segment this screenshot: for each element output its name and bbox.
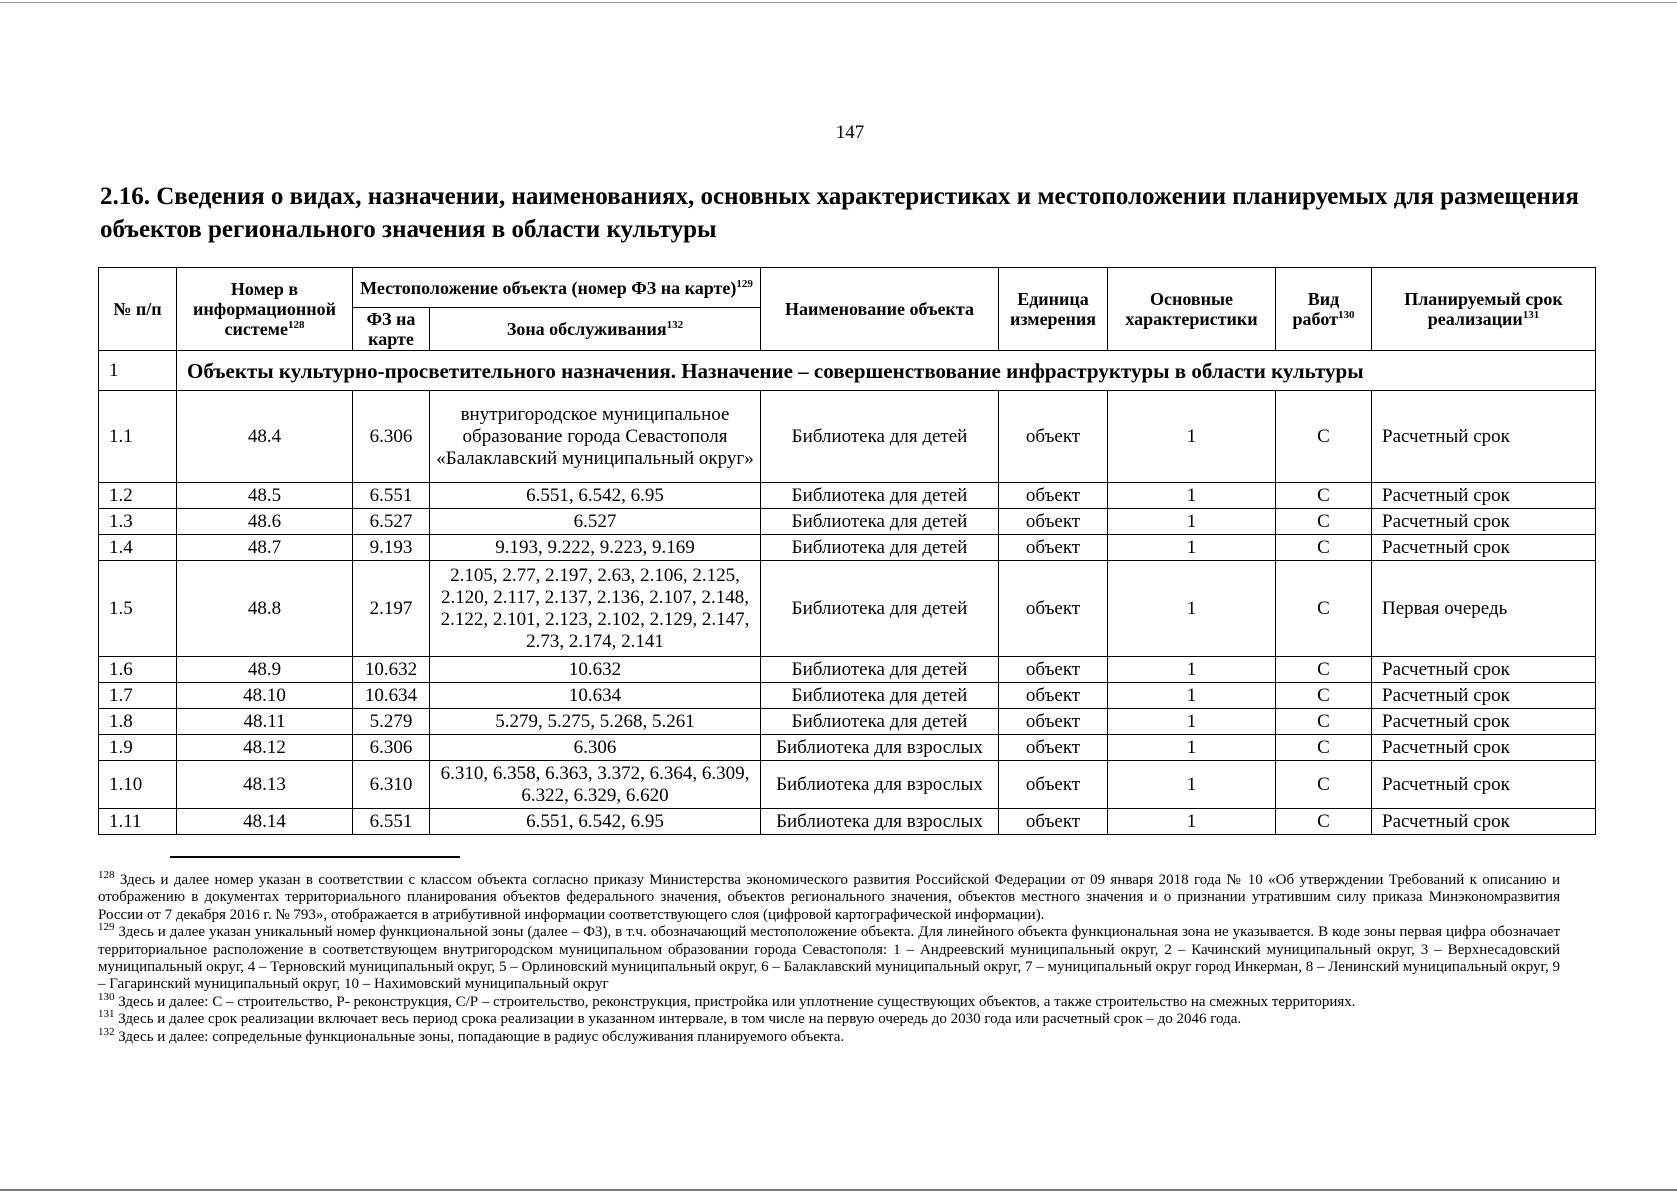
cell-characteristics: 1 [1108, 761, 1276, 809]
cell-name: Библиотека для детей [761, 483, 999, 509]
cell-sys-num: 48.5 [177, 483, 353, 509]
header-unit: Единица измерения [999, 268, 1108, 351]
footnote-marker: 130 [98, 990, 115, 1003]
objects-table [98, 267, 1596, 835]
header-row-top [99, 268, 1596, 308]
section-title: 2.16. Сведения о видах, назначении, наименованиях, основных характеристиках и местоположении планируемых для размещения объектов регионального значения в области культуры [100, 183, 1579, 243]
cell-work-type: С [1276, 709, 1372, 735]
header-term: Планируемый срок реализации$^{131}$ [1372, 268, 1596, 351]
header-fz-on-map: ФЗ на карте [353, 308, 430, 351]
cell-zone: 10.632 [430, 657, 761, 683]
page-number: 147 [835, 122, 865, 143]
cell-zone: 5.279, 5.275, 5.268, 5.261 [430, 709, 761, 735]
cell-zone: 6.306 [430, 735, 761, 761]
footnote-text: Здесь и далее: сопредельные функциональные зоны, попадающие в радиус обслуживания планируемого объекта. [114, 1028, 845, 1045]
footnote-text: Здесь и далее номер указан в соответствии с классом объекта согласно приказу Министерства экономического развития Российской Федерации от 09 января 2018 года № 10 «Об утверждении Требований к описанию и отображению в документах территориального планирования объектов федерального значения, объектов регионального значения, объектов местного значения и о признании утратившим силу приказа Минэкономразвития России от 7 декабря 2016 г. № 793», отображается в атрибутивной информации соответствующего слоя (цифровой картографической информации). [98, 872, 1560, 923]
cell-sys-num: 48.9 [177, 657, 353, 683]
cell-sys-num: 48.8 [177, 561, 353, 657]
table-row [99, 535, 1596, 561]
footnote-divider [170, 856, 460, 858]
scan-edge-top [0, 2, 1677, 3]
cell-unit: объект [999, 535, 1108, 561]
cell-num: 1.9 [99, 735, 177, 761]
cell-fz: 6.551 [353, 809, 430, 835]
footnote-text: Здесь и далее: С – строительство, Р- реконструкция, С/Р – строительство, реконструкция, пристройка или уплотнение существующих объектов, а также строительство на смежных территориях. [114, 993, 1356, 1010]
cell-work-type: С [1276, 657, 1372, 683]
table-row [99, 683, 1596, 709]
cell-unit: объект [999, 561, 1108, 657]
footnotes [98, 869, 1560, 1046]
cell-characteristics: 1 [1108, 535, 1276, 561]
footnote-text: Здесь и далее срок реализации включает весь период срока реализации в указанном интервале, в том числе на первую очередь до 2030 года или расчетный срок – до 2046 года. [114, 1011, 1242, 1028]
table-row [99, 561, 1596, 657]
cell-term: Расчетный срок [1372, 535, 1596, 561]
table-row [99, 483, 1596, 509]
table-row [99, 509, 1596, 535]
cell-fz: 6.551 [353, 483, 430, 509]
cell-unit: объект [999, 509, 1108, 535]
footnote-marker: 129 [98, 921, 115, 934]
cell-zone: 6.551, 6.542, 6.95 [430, 483, 761, 509]
header-sys-num: Номер в информационной системе$^{128}$ [177, 268, 353, 351]
cell-sys-num: 48.12 [177, 735, 353, 761]
table-row [99, 391, 1596, 483]
cell-sys-num: 48.11 [177, 709, 353, 735]
cell-term: Расчетный срок [1372, 683, 1596, 709]
footnote [98, 1008, 1560, 1028]
cell-num: 1.1 [99, 391, 177, 483]
table-row [99, 657, 1596, 683]
header-work-type: Вид работ$^{130}$ [1276, 268, 1372, 351]
table-row [99, 809, 1596, 835]
cell-term: Расчетный срок [1372, 761, 1596, 809]
cell-num: 1.2 [99, 483, 177, 509]
cell-num: 1.8 [99, 709, 177, 735]
cell-num: 1.6 [99, 657, 177, 683]
cell-unit: объект [999, 761, 1108, 809]
scan-edge-bottom [0, 1189, 1677, 1191]
cell-term: Расчетный срок [1372, 509, 1596, 535]
cell-characteristics: 1 [1108, 391, 1276, 483]
cell-characteristics: 1 [1108, 735, 1276, 761]
header-name: Наименование объекта [761, 268, 999, 351]
cell-num: 1.4 [99, 535, 177, 561]
cell-sys-num: 48.4 [177, 391, 353, 483]
cell-characteristics: 1 [1108, 809, 1276, 835]
cell-name: Библиотека для детей [761, 709, 999, 735]
cell-name: Библиотека для взрослых [761, 761, 999, 809]
section-heading: Объекты культурно-просветительного назначения. Назначение – совершенствование инфраструктуры в области культуры [177, 351, 1596, 391]
cell-zone: 6.310, 6.358, 6.363, 3.372, 6.364, 6.309, 6.322, 6.329, 6.620 [430, 761, 761, 809]
cell-fz: 6.527 [353, 509, 430, 535]
cell-term: Расчетный срок [1372, 735, 1596, 761]
header-service-zone: Зона обслуживания$^{132}$ [430, 308, 761, 351]
cell-name: Библиотека для детей [761, 535, 999, 561]
cell-name: Библиотека для детей [761, 683, 999, 709]
cell-unit: объект [999, 709, 1108, 735]
cell-sys-num: 48.14 [177, 809, 353, 835]
cell-sys-num: 48.6 [177, 509, 353, 535]
cell-fz: 6.306 [353, 735, 430, 761]
footnote-text: Здесь и далее указан уникальный номер функциональной зоны (далее – ФЗ), в т.ч. обозначающий местоположение объекта. Для линейного объекта функциональная зона не указывается. В коде зоны первая цифра обозначает территориальное расположение в соответствующем внутригородском муниципальном образовании города Севастополя: 1 – Андреевский муниципальный округ, 2 – Качинский муниципальный округ, 3 – Верхнесадовский муниципальный округ, 4 – Терновский муниципальный округ, 5 – Орлиновский муниципальный округ, 6 – Балаклавский муниципальный округ, 7 – муниципальный округ город Инкерман, 8 – Ленинский муниципальный округ, 9 – Гагаринский муниципальный округ, 10 – Нахимовский муниципальный округ [98, 924, 1560, 993]
footnote [98, 1025, 1560, 1046]
cell-fz: 6.310 [353, 761, 430, 809]
cell-work-type: С [1276, 561, 1372, 657]
footnote [98, 921, 1560, 994]
cell-name: Библиотека для детей [761, 657, 999, 683]
cell-zone: 6.551, 6.542, 6.95 [430, 809, 761, 835]
cell-sys-num: 48.7 [177, 535, 353, 561]
cell-characteristics: 1 [1108, 657, 1276, 683]
cell-term: Первая очередь [1372, 561, 1596, 657]
cell-term: Расчетный срок [1372, 657, 1596, 683]
cell-work-type: С [1276, 683, 1372, 709]
footnote [98, 869, 1560, 924]
header-characteristics: Основные характеристики [1108, 268, 1276, 351]
cell-fz: 6.306 [353, 391, 430, 483]
footnote [98, 990, 1560, 1011]
cell-num: 1.10 [99, 761, 177, 809]
cell-characteristics: 1 [1108, 483, 1276, 509]
cell-zone: 6.527 [430, 509, 761, 535]
table-row [99, 709, 1596, 735]
cell-unit: объект [999, 483, 1108, 509]
footnote-marker: 131 [98, 1008, 115, 1021]
cell-name: Библиотека для детей [761, 391, 999, 483]
section-num: 1 [99, 351, 177, 391]
cell-name: Библиотека для детей [761, 509, 999, 535]
cell-characteristics: 1 [1108, 683, 1276, 709]
cell-term: Расчетный срок [1372, 391, 1596, 483]
cell-term: Расчетный срок [1372, 709, 1596, 735]
cell-num: 1.3 [99, 509, 177, 535]
cell-characteristics: 1 [1108, 561, 1276, 657]
cell-work-type: С [1276, 483, 1372, 509]
cell-unit: объект [999, 735, 1108, 761]
cell-zone: 9.193, 9.222, 9.223, 9.169 [430, 535, 761, 561]
cell-sys-num: 48.10 [177, 683, 353, 709]
cell-unit: объект [999, 683, 1108, 709]
cell-characteristics: 1 [1108, 709, 1276, 735]
section-row [99, 351, 1596, 391]
cell-unit: объект [999, 391, 1108, 483]
cell-sys-num: 48.13 [177, 761, 353, 809]
cell-fz: 10.632 [353, 657, 430, 683]
cell-fz: 2.197 [353, 561, 430, 657]
cell-fz: 9.193 [353, 535, 430, 561]
cell-work-type: С [1276, 535, 1372, 561]
cell-zone: 10.634 [430, 683, 761, 709]
table-row [99, 761, 1596, 809]
footnote-marker: 132 [98, 1025, 115, 1038]
cell-name: Библиотека для взрослых [761, 735, 999, 761]
table-body [99, 351, 1596, 835]
cell-zone: внутригородское муниципальное образование города Севастополя «Балаклавский муниципальный округ» [430, 391, 761, 483]
cell-unit: объект [999, 657, 1108, 683]
header-num: № п/п [99, 268, 177, 351]
cell-work-type: С [1276, 509, 1372, 535]
cell-name: Библиотека для детей [761, 561, 999, 657]
cell-fz: 10.634 [353, 683, 430, 709]
header-location: Местоположение объекта (номер ФЗ на карте)$^{129}$ [353, 268, 761, 308]
cell-num: 1.7 [99, 683, 177, 709]
footnote-marker: 128 [98, 869, 115, 881]
cell-name: Библиотека для взрослых [761, 809, 999, 835]
cell-term: Расчетный срок [1372, 483, 1596, 509]
cell-num: 1.11 [99, 809, 177, 835]
cell-term: Расчетный срок [1372, 809, 1596, 835]
cell-work-type: С [1276, 809, 1372, 835]
table-row [99, 735, 1596, 761]
cell-work-type: С [1276, 735, 1372, 761]
cell-zone: 2.105, 2.77, 2.197, 2.63, 2.106, 2.125, 2.120, 2.117, 2.137, 2.136, 2.107, 2.148, 2.122, 2.101, 2.123, 2.102, 2.129, 2.147, 2.73, 2.174, 2.141 [430, 561, 761, 657]
cell-unit: объект [999, 809, 1108, 835]
cell-characteristics: 1 [1108, 509, 1276, 535]
cell-work-type: С [1276, 391, 1372, 483]
cell-fz: 5.279 [353, 709, 430, 735]
cell-num: 1.5 [99, 561, 177, 657]
cell-work-type: С [1276, 761, 1372, 809]
